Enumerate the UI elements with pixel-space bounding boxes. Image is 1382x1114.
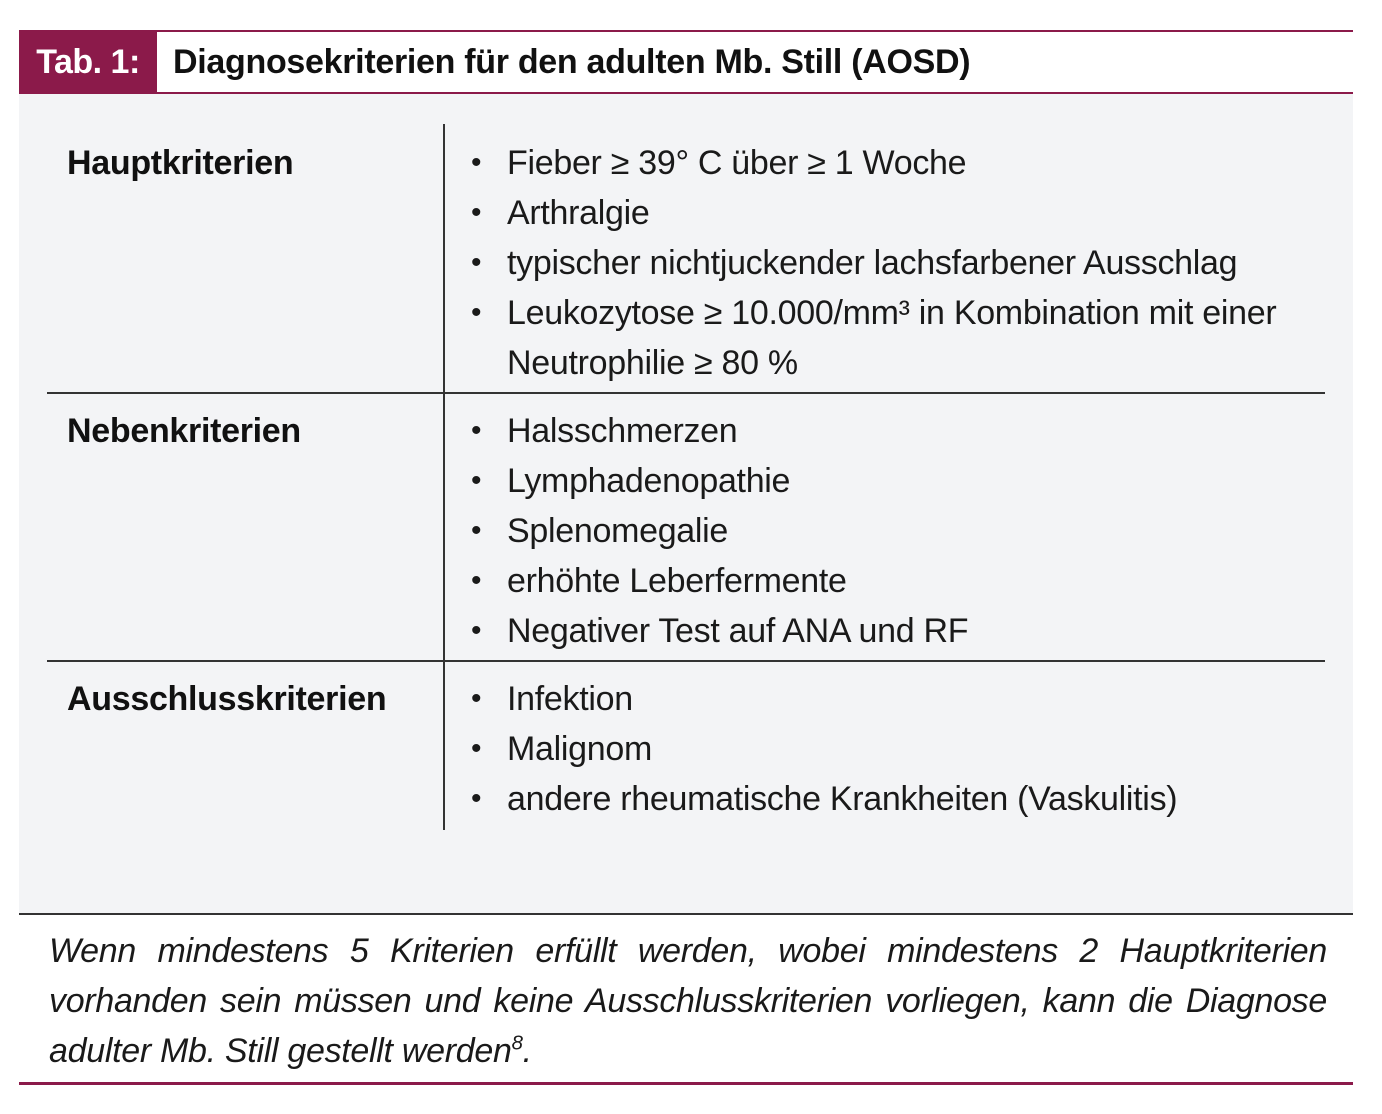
bullet-icon: • [471, 464, 482, 497]
exclusion-criteria-list [467, 674, 1317, 824]
bullet-icon: • [471, 514, 482, 547]
table-number-label: Tab. 1: [19, 32, 157, 92]
list-item [467, 674, 1317, 724]
bullet-icon: • [471, 146, 482, 179]
footnote-reference: 8 [511, 1032, 523, 1055]
list-item [467, 606, 1317, 656]
bullet-icon: • [471, 196, 482, 229]
list-item-text: Fieber ≥ 39° C über ≥ 1 Woche [507, 144, 967, 182]
list-item [467, 138, 1317, 188]
list-item-text: Halsschmerzen [507, 412, 738, 450]
list-item [467, 288, 1317, 388]
list-item-text: andere rheumatische Krankheiten (Vaskulitis) [507, 780, 1178, 818]
row-divider [47, 392, 1325, 394]
bullet-icon: • [471, 246, 482, 279]
list-item [467, 188, 1317, 238]
bullet-icon: • [471, 614, 482, 647]
list-item-text: typischer nichtjuckender lachsfarbener Ausschlag [507, 244, 1238, 282]
row-label-minor-criteria: Nebenkriterien [67, 412, 301, 450]
table-title: Diagnosekriterien für den adulten Mb. Still (AOSD) [173, 43, 971, 81]
list-item [467, 724, 1317, 774]
bullet-icon: • [471, 732, 482, 765]
row-label-main-criteria: Hauptkriterien [67, 144, 294, 182]
criteria-panel [19, 94, 1353, 914]
list-item [467, 456, 1317, 506]
bullet-icon: • [471, 564, 482, 597]
bullet-icon: • [471, 414, 482, 447]
bullet-icon: • [471, 296, 482, 329]
bullet-icon: • [471, 782, 482, 815]
list-item-text: Leukozytose ≥ 10.000/mm³ in Kombination mit einer Neutrophilie ≥ 80 % [507, 294, 1277, 382]
main-criteria-list [467, 138, 1317, 388]
list-item-text: Infektion [507, 680, 633, 718]
list-item-text: Malignom [507, 730, 652, 768]
column-divider [443, 124, 445, 830]
footnote-end: . [522, 1032, 532, 1070]
list-item-text: erhöhte Leberfermente [507, 562, 847, 600]
list-item [467, 506, 1317, 556]
bullet-icon: • [471, 682, 482, 715]
minor-criteria-list [467, 406, 1317, 656]
criteria-table [19, 30, 1353, 1085]
table-header [19, 30, 1353, 94]
bottom-rule [19, 1082, 1353, 1085]
list-item-text: Arthralgie [507, 194, 650, 232]
footnote-divider [19, 913, 1353, 915]
list-item [467, 556, 1317, 606]
list-item [467, 238, 1317, 288]
list-item [467, 774, 1317, 824]
footnote [49, 926, 1327, 1076]
list-item-text: Splenomegalie [507, 512, 729, 550]
list-item [467, 406, 1317, 456]
row-label-exclusion-criteria: Ausschlusskriterien [67, 680, 387, 718]
list-item-text: Negativer Test auf ANA und RF [507, 612, 969, 650]
list-item-text: Lymphadenopathie [507, 462, 791, 500]
footnote-text: Wenn mindestens 5 Kriterien erfüllt werden, wobei mindestens 2 Hauptkriterien vorhanden sein müssen und keine Ausschlusskriterien vorliegen, kann die Diagnose adulter Mb. Still gestellt werden [49, 932, 1327, 1070]
row-divider [47, 660, 1325, 662]
